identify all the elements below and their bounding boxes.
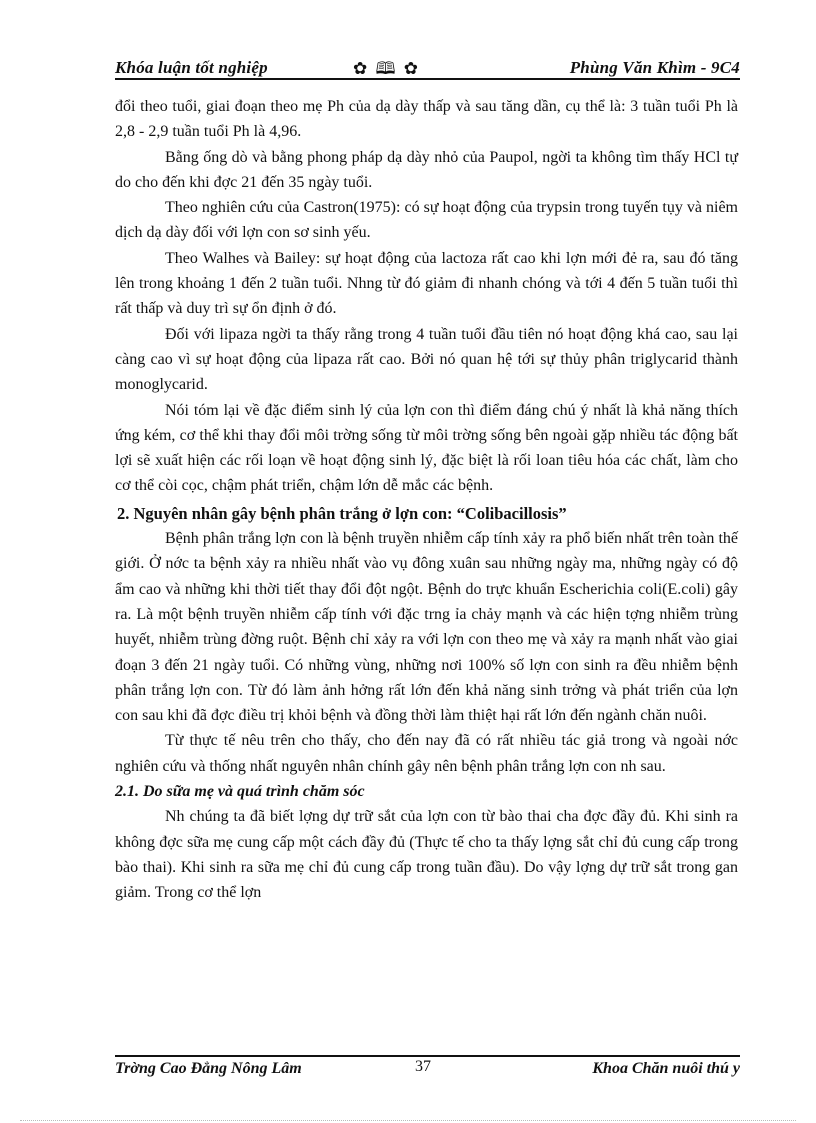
paragraph-hcl: Bằng ống dò và bằng phong pháp dạ dày nhỏ của Paupol, ngời ta không tìm thấy HCl tự do cho đến khi đợc 21 đến 35 ngày tuổi. bbox=[115, 148, 738, 191]
page-footer bbox=[115, 1058, 740, 1080]
paragraph-research: Từ thực tế nêu trên cho thấy, cho đến nay đã có rất nhiều tác giả trong và ngoài nớc nghiên cứu và thống nhất nguyên nhân chính gây nên bệnh phân trắng lợn con nh sau. bbox=[115, 732, 738, 775]
paragraph-lactoza: Theo Walhes và Bailey: sự hoạt động của lactoza rất cao khi lợn mới đẻ ra, sau đó tăng lên trong khoảng 1 đến 2 tuần tuổi. Nhng từ đó giảm đi nhanh chóng và tới 4 đến 5 tuần tuổi thì rất thấp và duy trì sự ổn định ở đó. bbox=[115, 249, 738, 318]
document-body bbox=[115, 94, 738, 906]
paragraph-ph-continuation: đổi theo tuổi, giai đoạn theo mẹ Ph của dạ dày thấp và sau tăng dần, cụ thể là: 3 tuần tuổi Ph là 2,8 - 2,9 tuần tuổi Ph là 4,96. bbox=[115, 98, 738, 141]
paragraph-disease-description: Bệnh phân trắng lợn con là bệnh truyền nhiễm cấp tính xảy ra phổ biến nhất trên toàn thế giới. Ở nớc ta bệnh xảy ra nhiều nhất vào vụ đông xuân sau những ngày ma, những ngày có độ ẩm cao và những khi thời tiết thay đổi đột ngột. Bệnh do trực khuẩn Escherichia coli(E.coli) gây ra. Là một bệnh truyền nhiễm cấp tính với đặc trng ỉa chảy mạnh và các hiện tợng nhiễm trùng huyết, nhiễm trùng đờng ruột. Bệnh chỉ xảy ra với lợn con theo mẹ và xảy ra mạnh nhất vào giai đoạn 3 đến 21 ngày tuổi. Có những vùng, những nơi 100% số lợn con sinh ra đều nhiễm bệnh phân trắng lợn con. Từ đó làm ảnh hởng rất lớn đến khả năng sinh trởng và phát triển của lợn con sau khi đã đợc điều trị khỏi bệnh và đồng thời làm thiệt hại rất lớn đến ngành chăn nuôi. bbox=[115, 530, 738, 725]
header-book-ornament-icon: ✿ 🕮 ✿ bbox=[353, 59, 421, 78]
paragraph-iron-reserve: Nh chúng ta đã biết lợng dự trữ sắt của lợn con từ bào thai cha đợc đầy đủ. Khi sinh ra không đợc sữa mẹ cung cấp một cách đầy đủ (Thực tế cho ta thấy lợng sắt chỉ đủ cung cấp trong bào thai). Khi sinh ra sữa mẹ chỉ đủ cung cấp trong tuần đầu). Do vậy lợng dự trữ sắt trong gan giảm. Trong cơ thể lợn bbox=[115, 808, 738, 902]
paragraph-summary: Nói tóm lại về đặc điểm sinh lý của lợn con thì điểm đáng chú ý nhất là khả năng thích ứng kém, cơ thể khi thay đổi môi trờng sống từ môi trờng sống bên ngoài gặp nhiều tác động bất lợi sẽ xuất hiện các rối loạn về hoạt động sinh lý, đặc biệt là rối loan tiêu hóa các chất, làm cho cơ thể còi cọc, chậm phát triển, chậm lớn dễ mắc các bệnh. bbox=[115, 401, 738, 495]
footer-divider bbox=[115, 1055, 740, 1057]
footer-faculty-name: Khoa Chăn nuôi thú y bbox=[592, 1060, 740, 1077]
section-heading-causes: 2. Nguyên nhân gây bệnh phân trắng ở lợn con: “Colibacillosis” bbox=[117, 503, 567, 523]
page-header bbox=[115, 50, 740, 80]
footer-school-name: Trờng Cao Đẳng Nông Lâm bbox=[115, 1060, 302, 1077]
page-bottom-border bbox=[20, 1120, 796, 1121]
header-thesis-title: Khóa luận tốt nghiệp bbox=[115, 58, 268, 77]
header-divider bbox=[115, 78, 740, 80]
subsection-heading-milk: 2.1. Do sữa mẹ và quá trình chăm sóc bbox=[115, 783, 365, 801]
page-number: 37 bbox=[415, 1058, 431, 1075]
header-author-name: Phùng Văn Khìm - 9C4 bbox=[569, 58, 740, 77]
paragraph-trypsin: Theo nghiên cứu của Castron(1975): có sự hoạt động của trypsin trong tuyến tụy và niêm dịch dạ dày đối với lợn con sơ sinh yếu. bbox=[115, 199, 738, 242]
paragraph-lipaza: Đối với lipaza ngời ta thấy rằng trong 4 tuần tuổi đầu tiên nó hoạt động khá cao, sau lại càng cao vì sự hoạt động của lipaza rất cao. Bởi nó quan hệ tới sự thủy phân triglycarid thành monoglycarid. bbox=[115, 325, 738, 394]
